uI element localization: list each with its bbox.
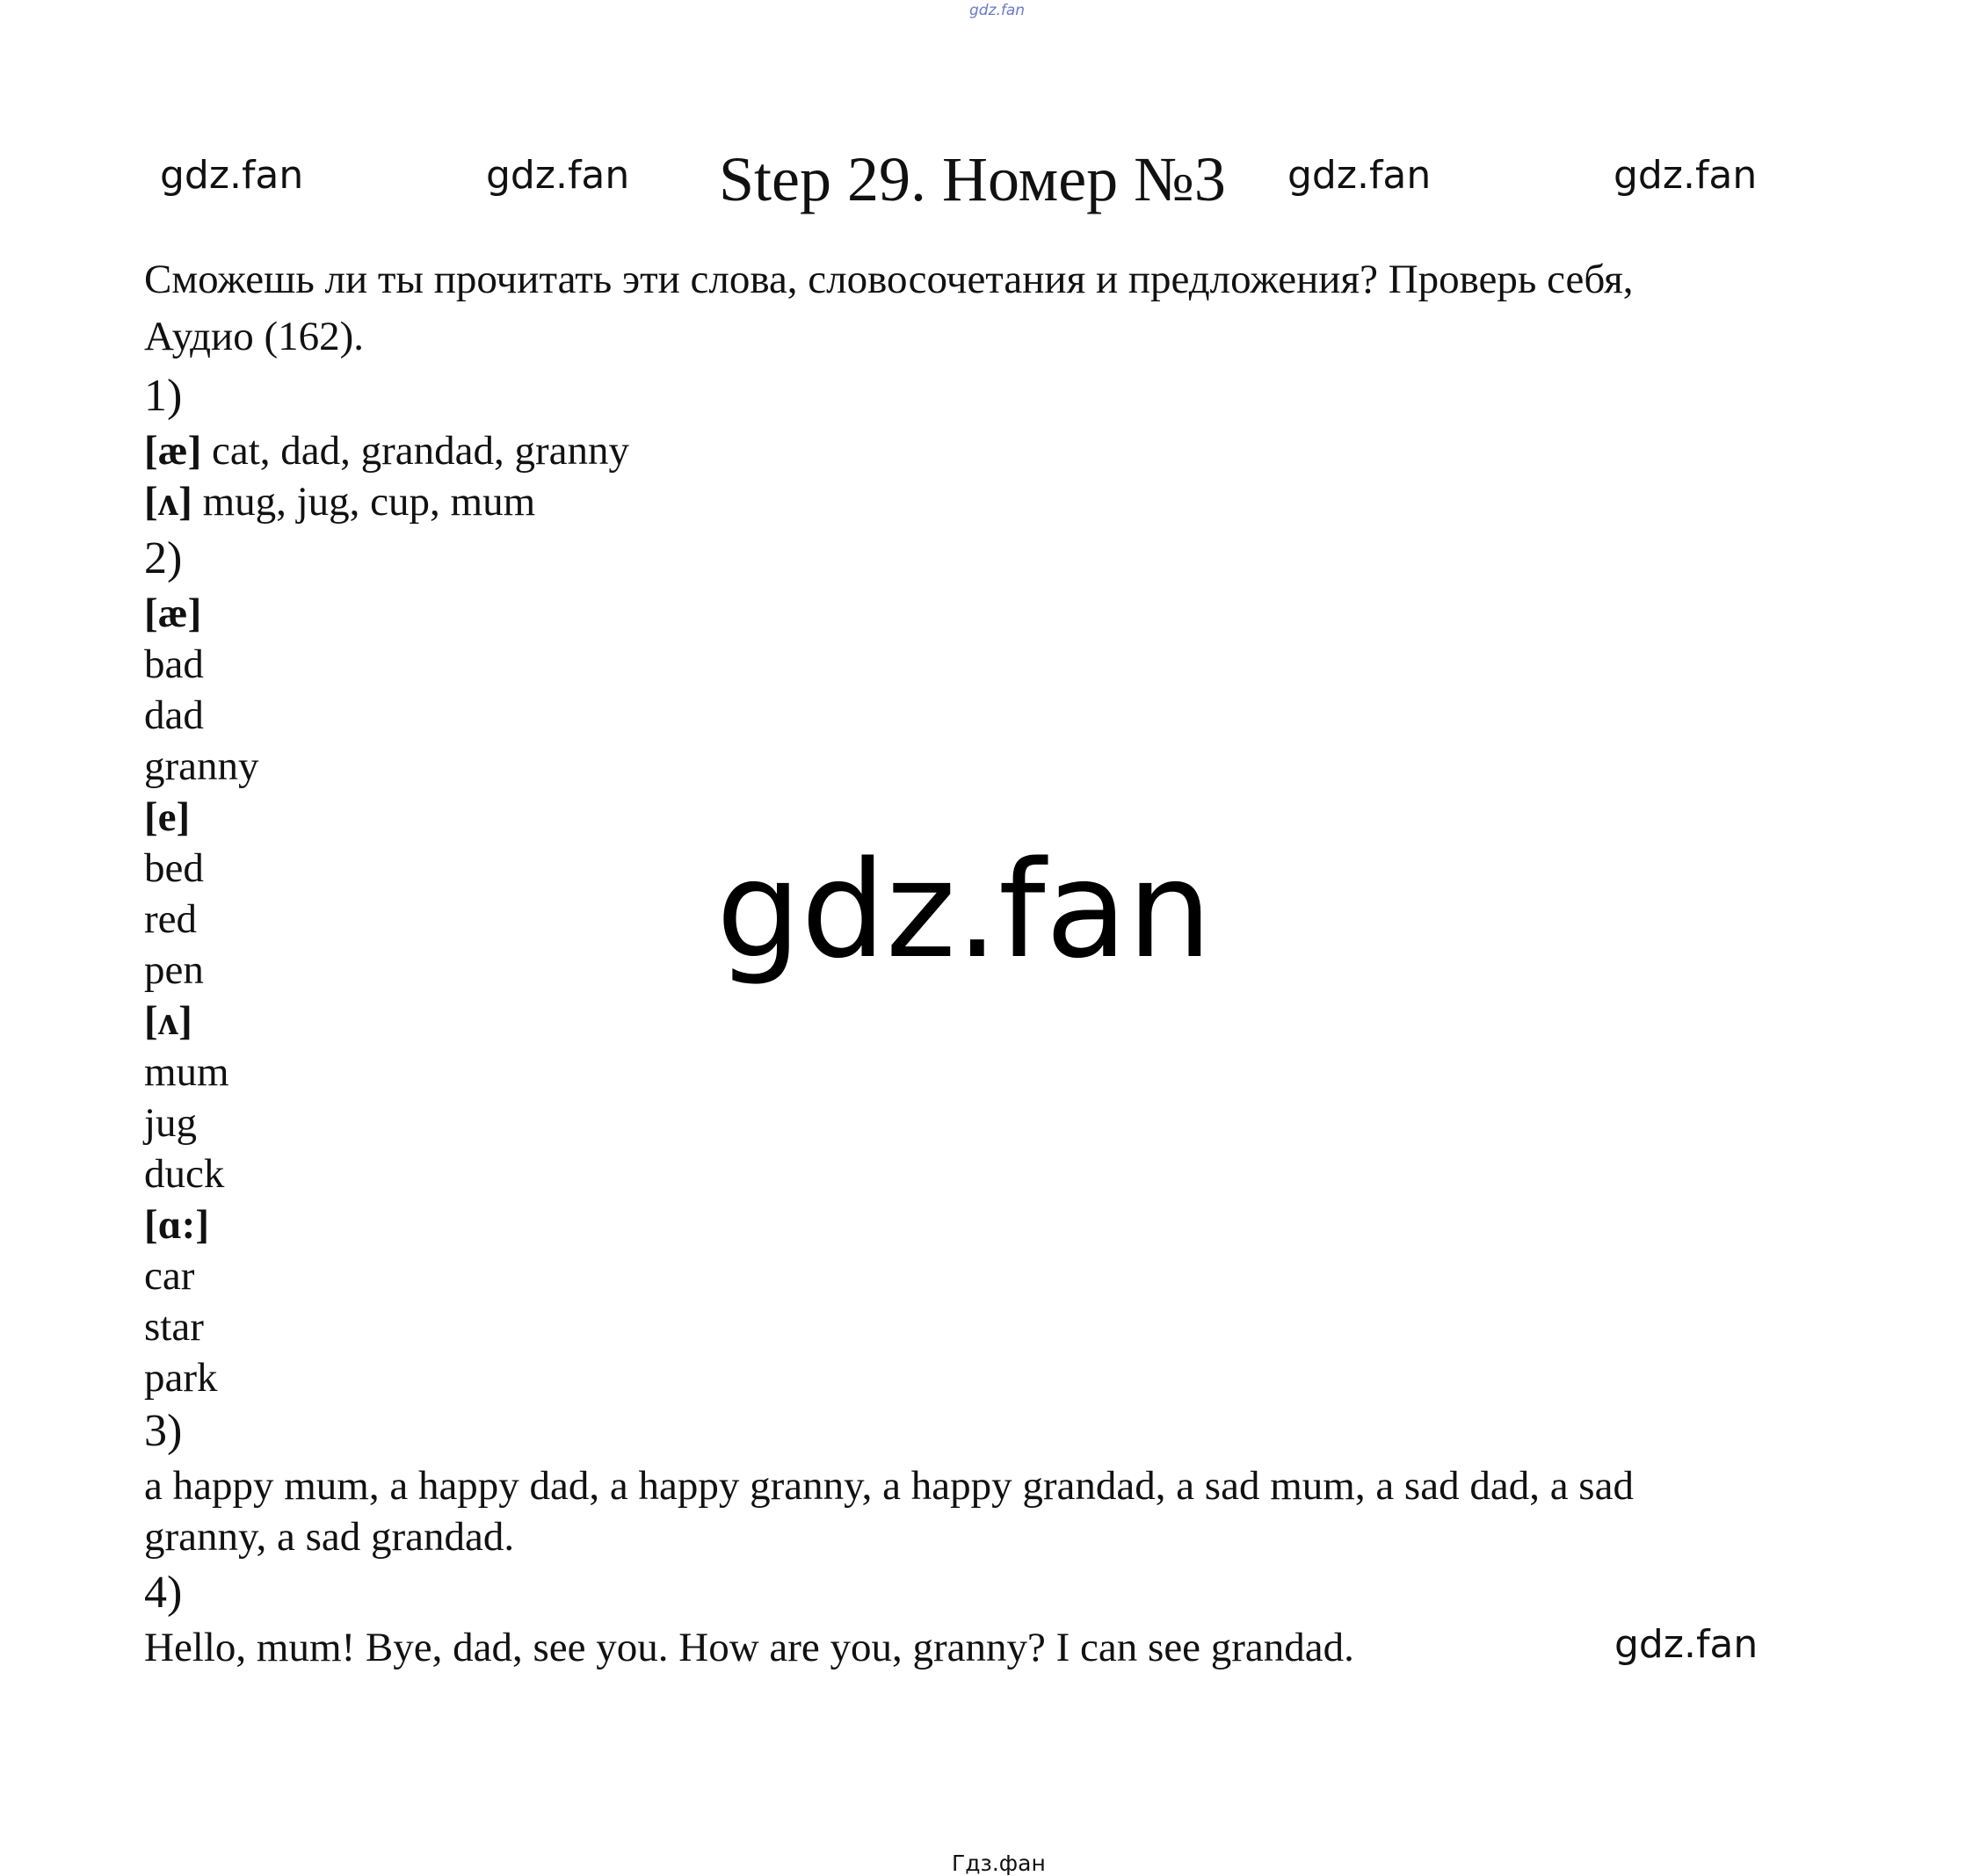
word-item: red bbox=[144, 896, 198, 942]
phoneme-label: [ɑ:] bbox=[144, 1202, 209, 1248]
word-item: duck bbox=[144, 1151, 225, 1197]
instructions-line-2: Аудио (162). bbox=[144, 314, 365, 359]
section-1-row-2 bbox=[144, 479, 536, 525]
word-item: jug bbox=[144, 1100, 198, 1146]
word-item: bad bbox=[144, 641, 204, 687]
instructions-line-1: Сможешь ли ты прочитать эти слова, словосочетания и предложения? Проверь себя, bbox=[144, 257, 1634, 302]
center-watermark: gdz.fan bbox=[716, 832, 1213, 988]
phoneme-label: [æ] bbox=[144, 590, 202, 636]
watermark-right-1: gdz.fan bbox=[1287, 153, 1432, 198]
phoneme-label: [æ] bbox=[144, 428, 202, 474]
top-watermark: gdz.fan bbox=[969, 2, 1026, 19]
word-item: dad bbox=[144, 692, 204, 738]
section-3-line-1: a happy mum, a happy dad, a happy granny, a happy grandad, a sad mum, a sad dad, a sad bbox=[144, 1463, 1634, 1509]
watermark-left-1: gdz.fan bbox=[160, 153, 304, 198]
section-4-text: Hello, mum! Bye, dad, see you. How are you, granny? I can see grandad. bbox=[144, 1625, 1354, 1670]
page-title: Step 29. Номер №3 bbox=[719, 144, 1226, 214]
phoneme-label: [ʌ] bbox=[144, 998, 192, 1044]
phoneme-label: [ʌ] bbox=[144, 479, 192, 525]
section-1-row-1 bbox=[144, 428, 630, 474]
word-item: park bbox=[144, 1355, 218, 1401]
bottom-site-note: Гдз.фан bbox=[952, 1851, 1046, 1876]
word-item: pen bbox=[144, 947, 204, 993]
section-2-number: 2) bbox=[144, 533, 183, 583]
word-item: bed bbox=[144, 845, 204, 891]
section-1-number: 1) bbox=[144, 371, 183, 421]
footer-watermark: gdz.fan bbox=[1614, 1622, 1759, 1667]
section-3-number: 3) bbox=[144, 1406, 183, 1456]
word-list: mug, jug, cup, mum bbox=[202, 479, 536, 525]
word-item: mum bbox=[144, 1049, 229, 1095]
word-list: cat, dad, grandad, granny bbox=[212, 428, 630, 474]
section-3-line-2: granny, a sad grandad. bbox=[144, 1514, 515, 1560]
phoneme-label: [e] bbox=[144, 794, 191, 840]
watermark-right-2: gdz.fan bbox=[1614, 153, 1758, 198]
word-item: star bbox=[144, 1304, 204, 1350]
word-item: car bbox=[144, 1253, 195, 1299]
watermark-left-2: gdz.fan bbox=[486, 153, 630, 198]
word-item: granny bbox=[144, 743, 259, 789]
section-4-number: 4) bbox=[144, 1568, 183, 1618]
